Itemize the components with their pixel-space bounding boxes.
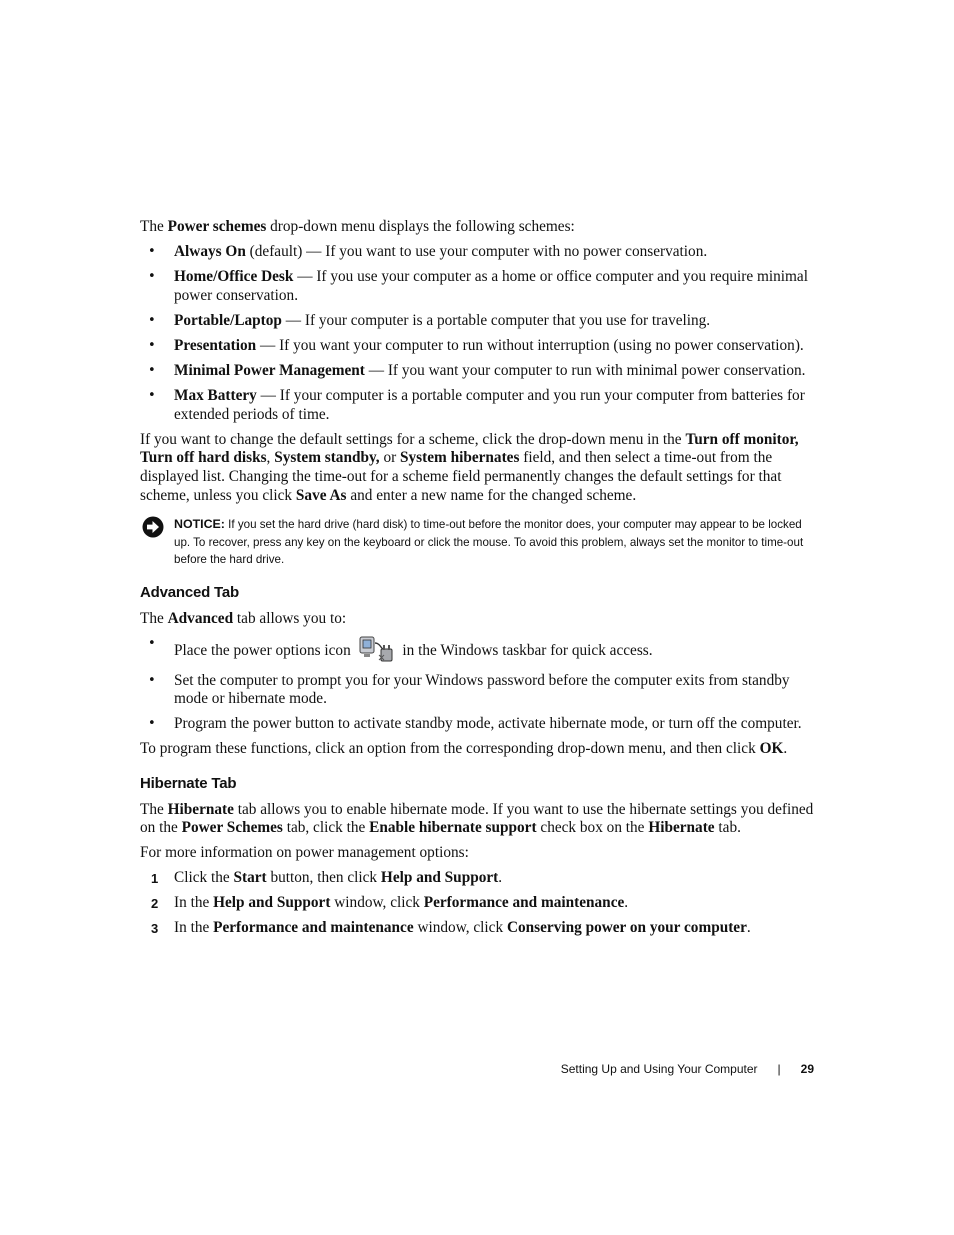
notice-arrow-icon	[142, 516, 164, 538]
advanced-tab-heading: Advanced Tab	[140, 584, 240, 602]
list-item: • Max Battery — If your computer is a portable computer and you run your computer from batteries for extended periods of time.	[148, 387, 805, 423]
hibernate-paragraph: The Hibernate tab allows you to enable hibernate mode. If you want to use the hibernate settings you defined on the Power Schemes tab, click the Enable hibernate support check box on the Hibernate tab.	[140, 800, 814, 837]
notice-box	[140, 516, 820, 568]
advanced-intro: The Advanced tab allows you to:	[140, 610, 347, 628]
page-number: 29	[800, 1062, 814, 1076]
list-item: • Minimal Power Management — If you want your computer to run with minimal power conservation.	[148, 362, 806, 380]
power-options-icon	[357, 635, 395, 665]
list-item: • Set the computer to prompt you for your Windows password before the computer exits from standby mode or hibernate mode.	[148, 671, 790, 708]
notice-text: If you set the hard drive (hard disk) to time-out before the monitor does, your computer may appear to be locked up. To recover, press any key on the keyboard or click the mouse. To avoid this problem, always set the monitor to time-out before the hard drive.	[174, 518, 804, 567]
list-item: • Home/Office Desk — If you use your computer as a home or office computer and you require minimal power conservation.	[148, 268, 808, 304]
power-schemes-list	[140, 243, 820, 424]
list-item: • Presentation — If you want your computer to run without interruption (using no power conservation).	[148, 336, 804, 354]
program-functions-paragraph: To program these functions, click an option from the corresponding drop-down menu, and then click OK.	[140, 740, 788, 758]
advanced-list	[140, 635, 820, 734]
footer-section-title: Setting Up and Using Your Computer	[560, 1062, 758, 1076]
notice-label: NOTICE:	[174, 517, 225, 532]
change-settings-paragraph: If you want to change the default settings for a scheme, click the drop-down menu in the Turn off monitor, Turn off hard disks, System standby, or System hibernates field, and then select a time-out from the displayed list. Changing the time-out for a scheme field permanently changes the default settings for that scheme, unless you click Save As and enter a new name for the changed scheme.	[140, 430, 799, 504]
list-item: 1 Click the Start button, then click Help and Support.	[151, 869, 503, 887]
page-footer	[540, 1062, 814, 1076]
list-item: • Place the power options icon in the Windows taskbar for quick access.	[140, 635, 820, 665]
list-item: 3 In the Performance and maintenance window, click Conserving power on your computer.	[151, 919, 751, 937]
more-info-paragraph: For more information on power management options:	[140, 844, 469, 862]
list-item: • Program the power button to activate standby mode, activate hibernate mode, or turn off the computer.	[148, 715, 802, 733]
list-item: 2 In the Help and Support window, click Performance and maintenance.	[151, 894, 629, 912]
power-schemes-intro: The Power schemes drop-down menu displays the following schemes:	[140, 218, 575, 235]
list-item: • Always On (default) — If you want to use your computer with no power conservation.	[148, 243, 708, 261]
document-body	[140, 218, 820, 944]
steps-list	[140, 869, 820, 938]
footer-separator: |	[777, 1062, 781, 1076]
hibernate-tab-heading: Hibernate Tab	[140, 775, 237, 792]
list-item: • Portable/Laptop — If your computer is a portable computer that you use for traveling.	[148, 311, 711, 329]
